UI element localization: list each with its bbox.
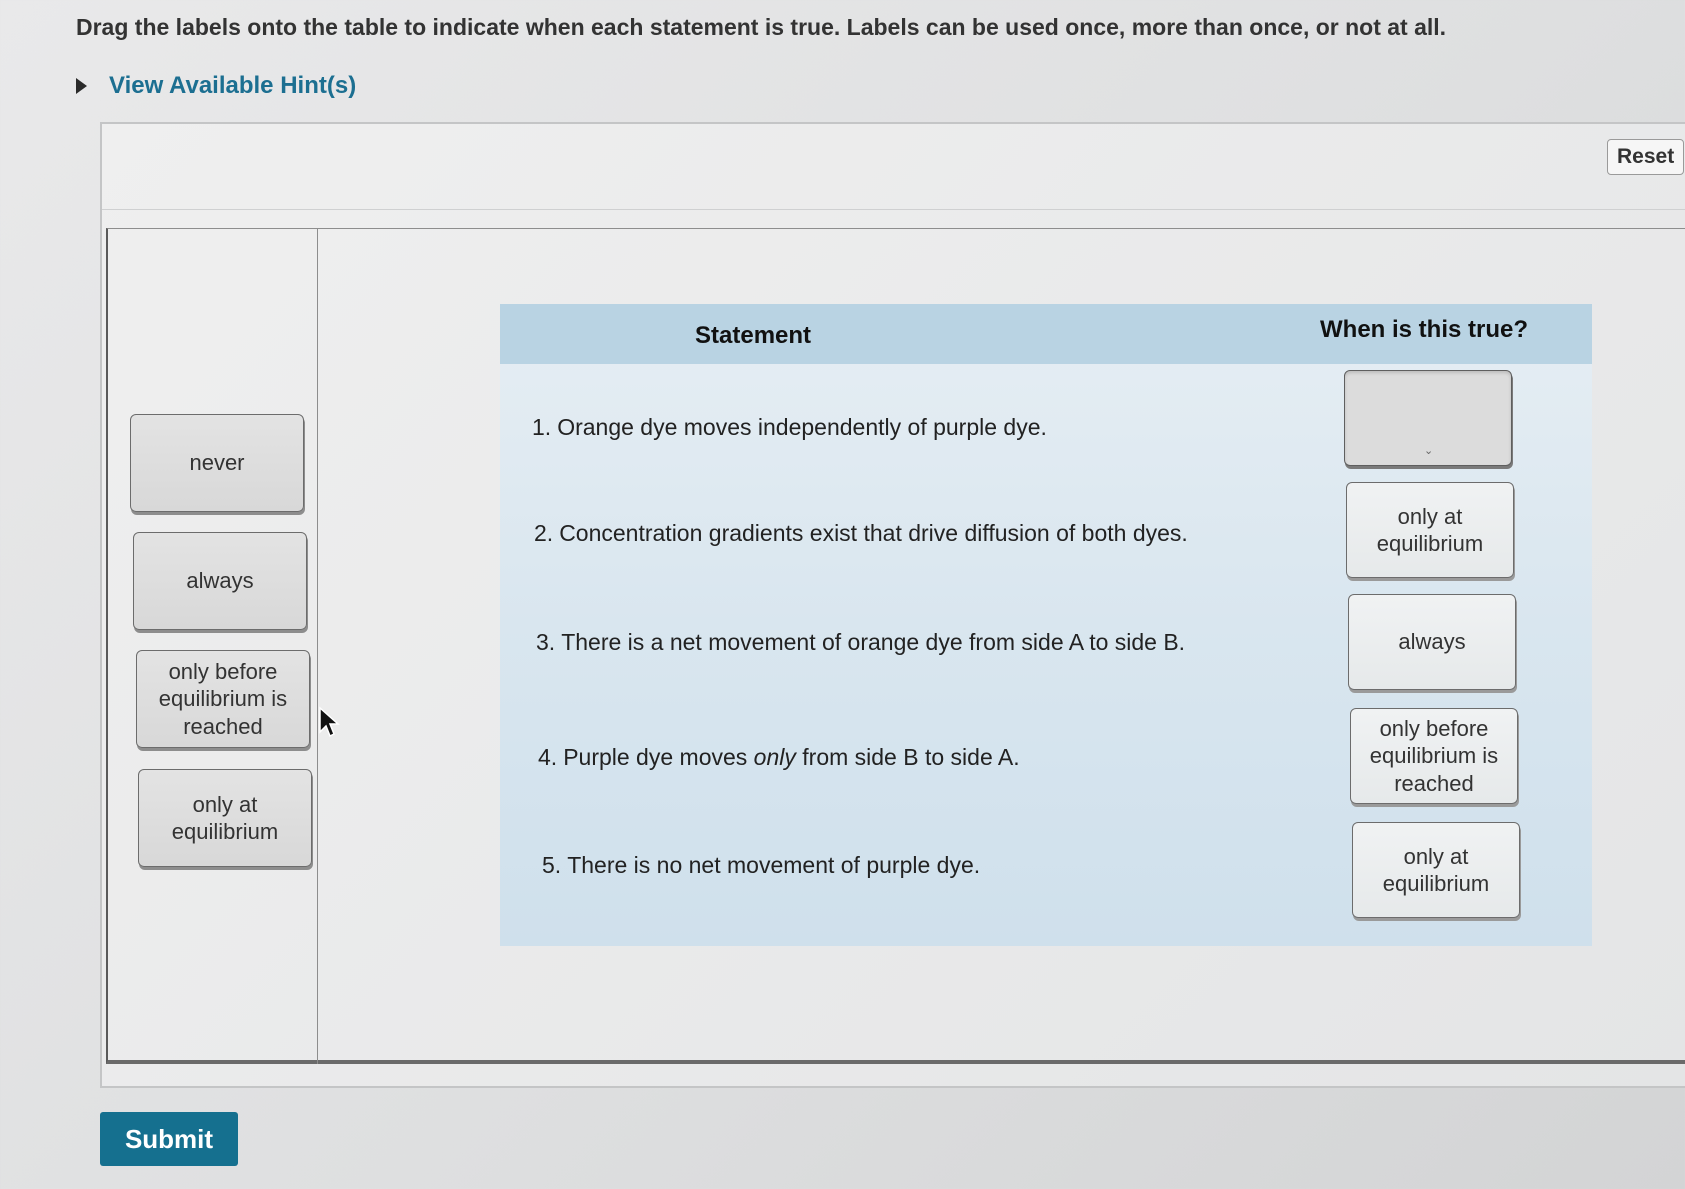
answer-table: [500, 304, 1592, 946]
drop-target-row-1[interactable]: [1344, 370, 1512, 466]
drop-target-row-4[interactable]: [1350, 708, 1518, 804]
row-number: 5.: [542, 852, 562, 878]
drop-target-value: only at equilibrium: [1382, 843, 1490, 896]
instructions-text: Drag the labels onto the table to indicate when each statement is true. Labels can be used once, more than once, or not at all.: [76, 14, 1447, 40]
statement-row-4: [538, 744, 1020, 771]
row-number: 1.: [532, 414, 552, 440]
drop-target-value: only at equilibrium: [1376, 503, 1484, 556]
drop-target-row-2[interactable]: [1346, 482, 1514, 578]
statement-text: There is a net movement of orange dye from side A to side B.: [561, 629, 1186, 655]
view-hints-toggle[interactable]: [76, 72, 356, 100]
drop-target-value: always: [1398, 629, 1466, 655]
caret-right-icon: [76, 78, 87, 94]
row-number: 3.: [536, 629, 556, 655]
label-tile-only-at-equilibrium[interactable]: only at equilibrium: [138, 769, 312, 867]
statement-row-2: [534, 520, 1188, 547]
statement-text: Purple dye moves: [563, 744, 754, 770]
statement-row-3: [536, 629, 1185, 656]
submit-button[interactable]: Submit: [100, 1112, 238, 1166]
statement-row-1: [532, 414, 1047, 441]
statement-emphasis: only: [753, 744, 796, 770]
header-when-true: When is this true?: [1320, 316, 1529, 343]
label-tile-never[interactable]: never: [130, 414, 304, 512]
drop-target-value: only before equilibrium is reached: [1369, 715, 1499, 796]
label-tile-always[interactable]: always: [133, 532, 307, 630]
label-tile-only-before-equilibrium[interactable]: only before equilibrium is reached: [136, 650, 310, 748]
mouse-cursor-icon: [318, 706, 340, 740]
statement-text: from side B to side A.: [795, 744, 1020, 770]
label-bank-divider: [317, 228, 318, 1064]
table-header: [500, 304, 1592, 364]
statement-text: There is no net movement of purple dye.: [567, 852, 981, 878]
chevron-down-icon: ⌄: [1424, 445, 1434, 458]
row-number: 2.: [534, 520, 554, 546]
drop-target-row-3[interactable]: [1348, 594, 1516, 690]
reset-button[interactable]: Reset: [1607, 139, 1684, 175]
row-number: 4.: [538, 744, 558, 770]
workspace-divider: [102, 209, 1685, 210]
statement-text: Concentration gradients exist that drive diffusion of both dyes.: [559, 520, 1188, 546]
statement-row-5: [542, 852, 980, 879]
statement-text: Orange dye moves independently of purple dye.: [557, 414, 1047, 440]
view-hints-label: View Available Hint(s): [109, 72, 357, 99]
header-statement: Statement: [695, 322, 812, 349]
drop-target-row-5[interactable]: [1352, 822, 1520, 918]
